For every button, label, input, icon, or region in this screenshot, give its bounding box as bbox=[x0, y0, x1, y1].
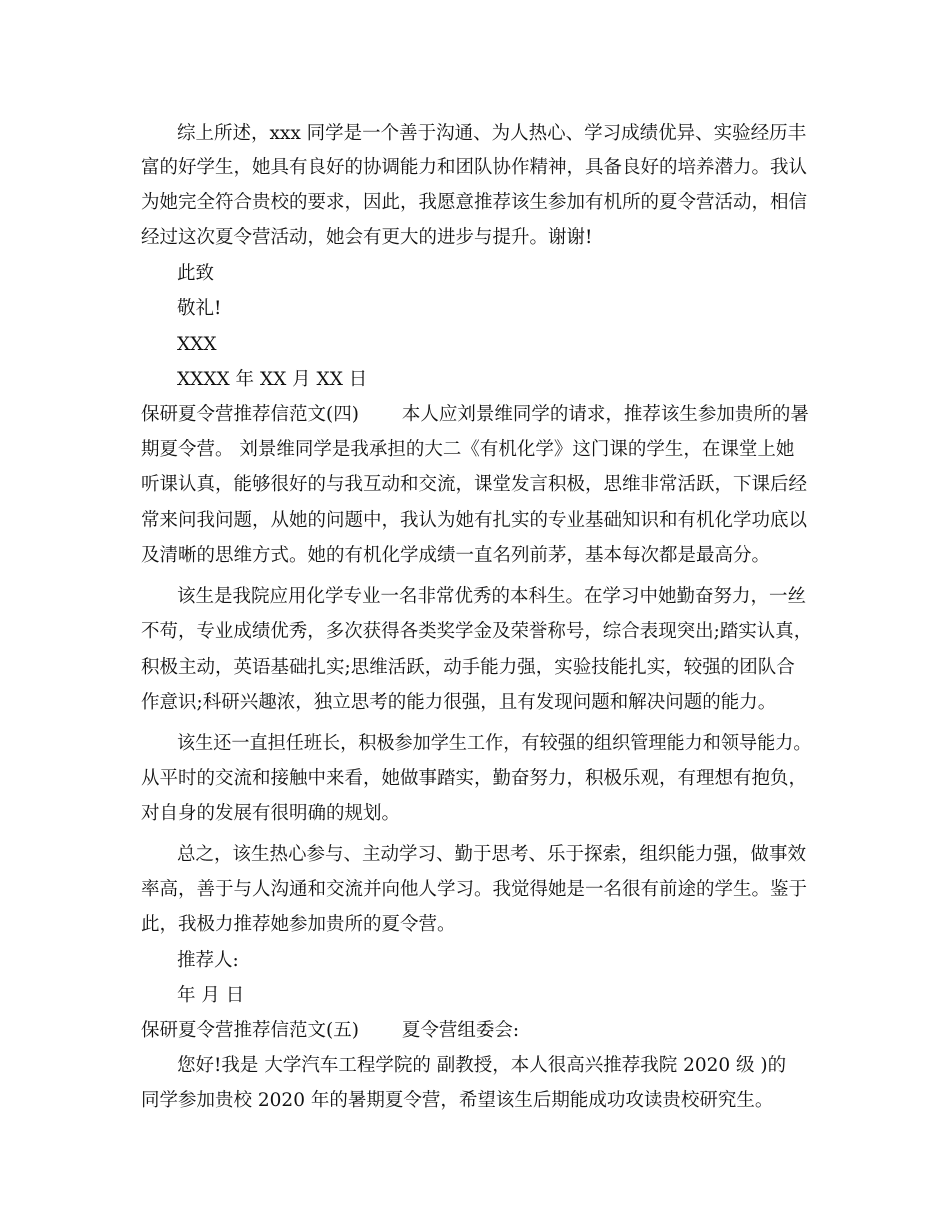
paragraph-line: 富的好学生，她具有良好的协调能力和团队协作精神，具备良好的培养潜力。我认 bbox=[141, 157, 808, 178]
paragraph-line: 听课认真，能够很好的与我互动和交流，课堂发言积极，思维非常活跃，下课后经 bbox=[141, 474, 808, 495]
section-heading-line: 保研夏令营推荐信范文(五) 夏令营组委会: bbox=[141, 1020, 520, 1041]
date-placeholder: 年 月 日 bbox=[177, 985, 245, 1006]
signature-name: XXX bbox=[177, 334, 217, 355]
paragraph-line: 及清晰的思维方式。她的有机化学成绩一直名列前茅，基本每次都是最高分。 bbox=[141, 545, 771, 566]
paragraph-line: 为她完全符合贵校的要求，因此，我愿意推荐该生参加有机所的夏令营活动，相信 bbox=[141, 192, 808, 213]
paragraph-line: 常来问我问题，从她的问题中，我认为她有扎实的专业基础知识和有机化学功底以 bbox=[141, 510, 808, 531]
paragraph-line: 从平时的交流和接触中来看，她做事踏实，勤奋努力，积极乐观，有理想有抱负， bbox=[141, 768, 808, 789]
paragraph-line: 不苟，专业成绩优秀，多次获得各类奖学金及荣誉称号，综合表现突出;踏实认真， bbox=[141, 621, 813, 642]
paragraph-line: 积极主动，英语基础扎实;思维活跃，动手能力强，实验技能扎实，较强的团队合 bbox=[141, 657, 795, 678]
paragraph-line: 作意识;科研兴趣浓，独立思考的能力很强，且有发现问题和解决问题的能力。 bbox=[141, 692, 777, 713]
recommender-label: 推荐人: bbox=[177, 950, 239, 971]
closing-salutation: 此致 bbox=[177, 263, 215, 284]
paragraph-line: 该生是我院应用化学专业一名非常优秀的本科生。在学习中她勤奋努力，一丝 bbox=[177, 586, 807, 607]
signature-date: XXXX 年 XX 月 XX 日 bbox=[177, 369, 368, 390]
paragraph-line: 率高，善于与人沟通和交流并向他人学习。我觉得她是一名很有前途的学生。鉴于 bbox=[141, 879, 808, 900]
paragraph-line: 总之，该生热心参与、主动学习、勤于思考、乐于探索，组织能力强，做事效 bbox=[177, 844, 807, 865]
closing-regards: 敬礼! bbox=[177, 298, 222, 319]
paragraph-line: 您好!我是 大学汽车工程学院的 副教授，本人很高兴推荐我院 2020 级 )的 bbox=[177, 1055, 787, 1076]
section-heading-line: 保研夏令营推荐信范文(四) 本人应刘景维同学的请求，推荐该生参加贵所的暑 bbox=[141, 404, 809, 425]
paragraph-line: 对自身的发展有很明确的规划。 bbox=[141, 803, 401, 824]
paragraph-line: 经过这次夏令营活动，她会有更大的进步与提升。谢谢! bbox=[141, 227, 593, 248]
paragraph-line: 综上所述，xxx 同学是一个善于沟通、为人热心、学习成绩优异、实验经历丰 bbox=[177, 123, 807, 144]
paragraph-line: 此，我极力推荐她参加贵所的夏令营。 bbox=[141, 914, 456, 935]
paragraph-line: 同学参加贵校 2020 年的暑期夏令营，希望该生后期能成功攻读贵校研究生。 bbox=[141, 1090, 774, 1111]
paragraph-line: 该生还一直担任班长，积极参加学生工作，有较强的组织管理能力和领导能力。 bbox=[177, 733, 812, 754]
paragraph-line: 期夏令营。 刘景维同学是我承担的大二《有机化学》这门课的学生，在课堂上她 bbox=[141, 439, 795, 460]
